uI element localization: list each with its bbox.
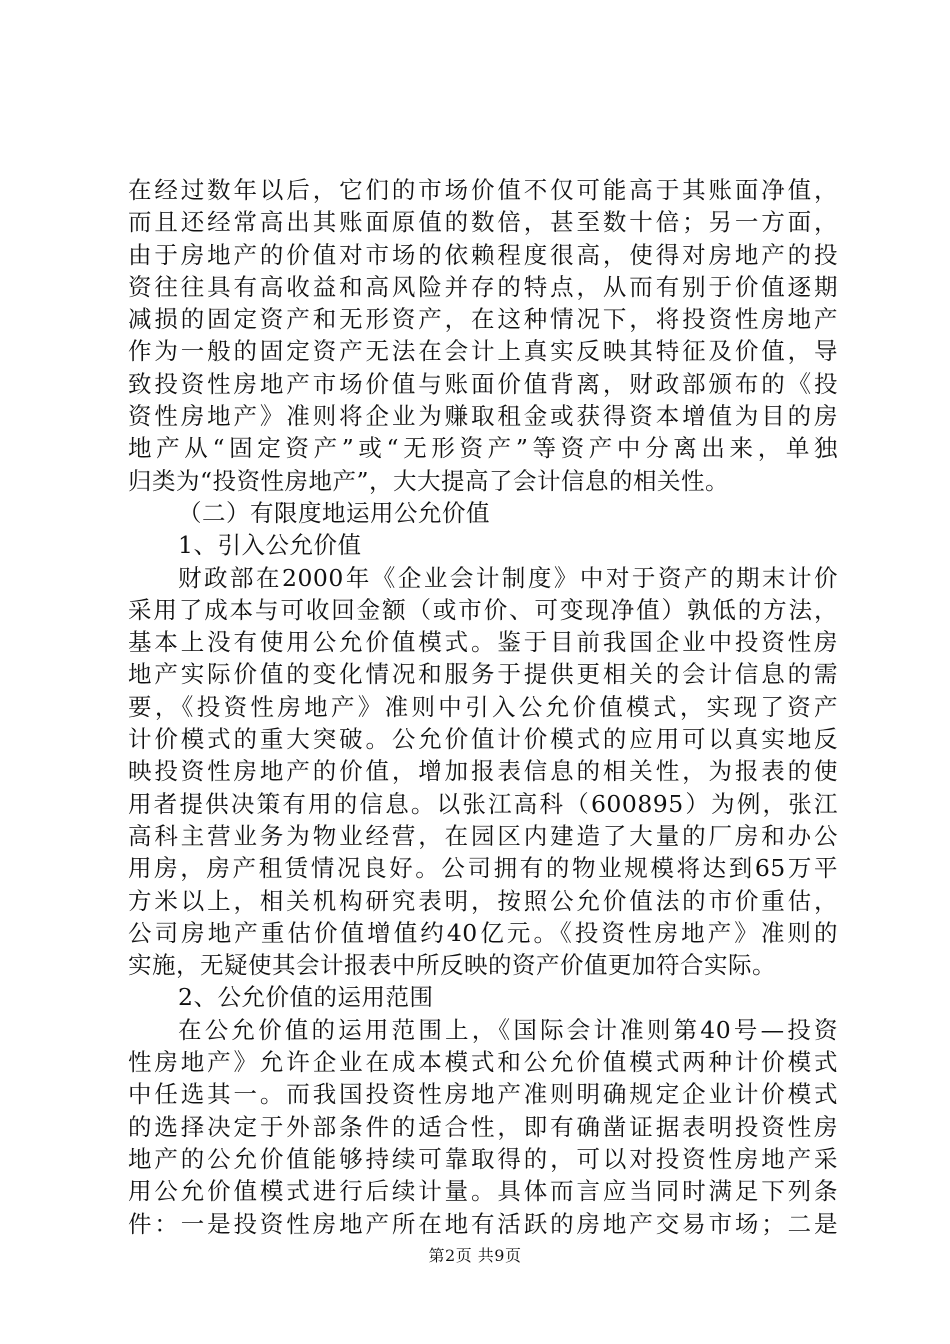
section-heading: （二）有限度地运用公允价值	[178, 498, 490, 527]
text-line: 的选择决定于外部条件的适合性，即有确凿证据表明投资性房	[128, 1112, 838, 1141]
text-line: 地产实际价值的变化情况和服务于提供更相关的会计信息的需	[128, 660, 838, 689]
subsection-heading: 1、引入公允价值	[178, 531, 362, 560]
text-line: 用者提供决策有用的信息。以张江高科（600895）为例，张江	[128, 789, 838, 818]
body-text	[128, 174, 838, 1240]
text-line: 高科主营业务为物业经营，在园区内建造了大量的厂房和办公	[128, 821, 838, 850]
text-line: 而且还经常高出其账面原值的数倍，甚至数十倍；另一方面，	[128, 208, 838, 237]
text-line: 地产从“固定资产”或“无形资产”等资产中分离出来，单独	[128, 434, 838, 463]
text-line: 基本上没有使用公允价值模式。鉴于目前我国企业中投资性房	[128, 628, 838, 657]
text-line: 财政部在2000年《企业会计制度》中对于资产的期末计价	[178, 563, 838, 592]
text-line: 用公允价值模式进行后续计量。具体而言应当同时满足下列条	[128, 1177, 838, 1206]
text-line: 归类为“投资性房地产”，大大提高了会计信息的相关性。	[128, 466, 730, 495]
text-line: 件：一是投资性房地产所在地有活跃的房地产交易市场；二是	[128, 1209, 838, 1238]
text-line: 资性房地产》准则将企业为赚取租金或获得资本增值为目的房	[128, 402, 838, 431]
text-line: 在公允价值的运用范围上，《国际会计准则第40号—投资	[178, 1015, 838, 1044]
subsection-heading: 2、公允价值的运用范围	[178, 983, 434, 1012]
text-line: 性房地产》允许企业在成本模式和公允价值模式两种计价模式	[128, 1048, 838, 1077]
text-line: 中任选其一。而我国投资性房地产准则明确规定企业计价模式	[128, 1080, 838, 1109]
text-line: 减损的固定资产和无形资产，在这种情况下，将投资性房地产	[128, 305, 838, 334]
text-line: 资往往具有高收益和高风险并存的特点，从而有别于价值逐期	[128, 272, 838, 301]
text-line: 采用了成本与可收回金额（或市价、可变现净值）孰低的方法，	[128, 595, 838, 624]
page-footer: 第2页 共9页	[428, 1246, 522, 1265]
text-line: 由于房地产的价值对市场的依赖程度很高，使得对房地产的投	[128, 240, 838, 269]
text-line: 用房，房产租赁情况良好。公司拥有的物业规模将达到65万平	[128, 854, 838, 883]
text-line: 作为一般的固定资产无法在会计上真实反映其特征及价值，导	[128, 337, 838, 366]
text-line: 实施，无疑使其会计报表中所反映的资产价值更加符合实际。	[128, 951, 776, 980]
text-line: 地产的公允价值能够持续可靠取得的，可以对投资性房地产采	[128, 1144, 838, 1173]
text-line: 公司房地产重估价值增值约40亿元。《投资性房地产》准则的	[128, 918, 838, 947]
text-line: 在经过数年以后，它们的市场价值不仅可能高于其账面净值，	[128, 176, 838, 204]
text-line: 致投资性房地产市场价值与账面价值背离，财政部颁布的《投	[128, 369, 838, 398]
text-line: 计价模式的重大突破。公允价值计价模式的应用可以真实地反	[128, 725, 838, 754]
text-line: 要，《投资性房地产》准则中引入公允价值模式，实现了资产	[128, 692, 838, 721]
text-line: 方米以上，相关机构研究表明，按照公允价值法的市价重估，	[128, 886, 838, 915]
text-line: 映投资性房地产的价值，增加报表信息的相关性，为报表的使	[128, 757, 838, 786]
